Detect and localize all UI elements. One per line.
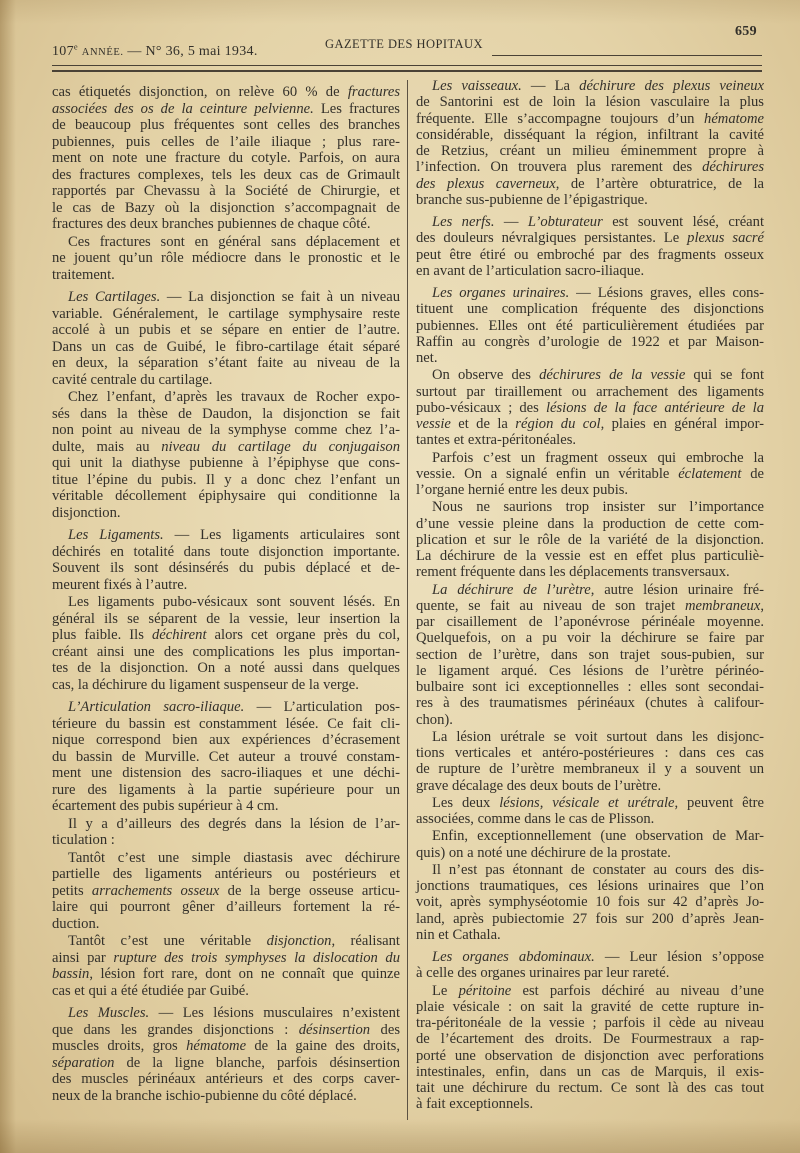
text-line: de Santorini est de loin la lésion vasculaire la plus [416,94,764,111]
issue-info [52,41,258,60]
text-run: est souvent lésé, créant [602,214,764,230]
text-line: déchirés en totalité dans toute disjonction importante. [52,543,400,560]
text-line [52,1038,400,1055]
text-run: , lésion fort rare, dont on ne connaît que quinze [89,966,400,982]
text-line: l’organe hernié entre les deux pubis. [416,482,629,498]
text-run: de la berge osseuse articu- [219,882,400,899]
text-line [416,582,764,598]
text-line: res à des traumatismes périnéaux (chutes à califour- [416,695,764,712]
text-line: Les ligaments pubo-vésicaux sont souvent lésés. En [68,594,400,610]
left-column [52,84,400,1104]
text-line: laire qui pourront gêner d’ailleurs fortement la ré- [52,899,400,915]
italic-run: des plexus caverneux [416,175,556,192]
paragraph [52,699,400,815]
text-section [52,1005,400,1104]
text-run: On observe des [432,367,540,384]
text-line: surtout par tiraillement ou arrachement des ligaments [416,383,764,400]
text-line [416,983,764,999]
italic-run: Les Ligaments. [68,527,164,543]
text-line: Dans un cas de Guibé, le fibro-cartilage était séparé [52,338,400,355]
italic-run: associées des os de la ceinture pelvienne. [52,100,314,117]
text-line: Raffin au congrès d’urologie de 1922 et par Maison- [416,333,764,350]
text-line: chon). [416,711,453,728]
text-line: ticulation : [52,832,115,848]
text-line: Parfois c’est un fragment osseux qui embroche la [432,449,764,466]
italic-run: plexus sacré [687,230,764,247]
text-section [52,699,400,999]
text-line: bulbaire sont ici exceptionnelles : elles sont secondai- [416,679,764,695]
text-run: vessie. On a signalé enfin un véritable [416,465,679,482]
text-line: tes de la disjonction. On a noté aussi dans quelques [52,660,400,676]
text-run: qui se font [685,367,764,384]
text-line: cas et qui a été étudiée par Guibé. [52,982,249,999]
text-line [52,101,400,118]
italic-run: éclatement [678,465,742,482]
text-line: de Retzius, créant un milieu éminemment propre à [416,143,764,159]
text-line: pubiennes, puis celles de l’aile iliaque ; plus rare- [52,133,400,150]
text-section [52,84,400,283]
paragraph [52,933,400,999]
text-line: en avant de l’articulation sacro-iliaque. [416,262,645,279]
text-run: , peuvent être [674,794,764,811]
text-line: neux de la branche ischio-pubienne du côté déplacé. [52,1087,357,1104]
italic-run: déchirure des plexus veineux [579,78,764,94]
text-run: dulte, mais au [52,438,162,455]
text-line: écartement des pubis supérieur à 4 cm. [52,798,279,814]
text-line [52,1005,400,1022]
italic-run: lésions de la face antérieure de la [545,399,764,416]
text-section [52,289,400,521]
text-run: est parfois déchiré au niveau d’une [511,982,764,999]
text-run: de la ligne blanche, parfois désinsertion [114,1054,400,1071]
text-run: — La [521,78,580,94]
italic-run: lésions, vésicale et urétrale [499,794,675,811]
paragraph [52,816,400,849]
text-run: — Lésions graves, elles cons- [569,285,764,301]
text-line: traitement. [52,266,115,283]
text-line [52,933,400,950]
italic-run: niveau du cartilage du conjugaison [161,438,400,455]
text-line: du bassin de Murville. Cet auteur a trouvé constam- [52,748,400,765]
text-line [416,78,764,94]
text-line [52,699,400,716]
text-line: d’une vessie pleine dans la production de cette com- [416,515,764,532]
text-run: l’infection. On trouvera plus rarement des [416,159,703,176]
text-section [52,527,400,693]
italic-run: rupture des trois symphyses la dislocation du [113,949,401,966]
text-run: , de l’artère obturatrice, de la [555,175,764,192]
italic-run: péritoine [458,982,512,999]
text-line: land, après pubiectomie 27 fois sur 200 d’après Jean- [416,910,764,927]
italic-run: vessie [416,416,451,432]
text-run: plus faible. Ils [52,627,152,643]
text-run: , autre lésion urinaire fré- [590,581,764,598]
text-line [52,439,400,456]
text-line: général ils se séparent de la vessie, leur insertion la [52,610,400,627]
paragraph [52,84,400,233]
text-line: véritable décollement épiphysaire qui conditionne la [52,488,400,504]
italic-run: déchirent [151,627,207,643]
text-line: La déchirure de la vessie est en effet plus particuliè- [416,548,764,564]
text-line: grave décalage des deux bouts de l’urètre. [416,777,662,794]
text-line: Ces fractures sont en général sans déplacement et [68,233,400,250]
italic-run: bassin [52,966,90,982]
italic-run: déchirures de la vessie [539,367,686,384]
paragraph [52,234,400,284]
text-line: térieure du bassin est constamment lésée. Ce fait cli- [52,715,400,732]
text-line: tituent une complication fréquente des disjonctions [416,301,764,318]
text-line: à fait exceptionnels. [416,1096,534,1113]
italic-run: hématome [186,1038,247,1054]
paragraph [416,949,764,982]
text-line: Souvent ils sont désinsérés du pubis déplacé et de- [52,560,400,576]
italic-run: Les organes abdominaux. [432,949,595,965]
text-run: , réalisant [331,933,400,949]
text-section [416,78,764,208]
text-line: accolé à un pubis et se sépare en entier de l’autre. [52,322,400,338]
text-line [416,230,764,246]
text-line: Chez l’enfant, d’après les travaux de Rocher expo- [68,389,400,405]
text-line [52,84,400,101]
text-line: à celle des organes urinaires par leur rareté. [416,965,670,982]
paragraph [416,862,764,943]
text-line: tait une déchirure du rectum. Ce sont là des cas tout [416,1080,764,1096]
text-run: de la gaine des droits, [246,1038,400,1054]
text-run: , plaies en général impor- [600,416,764,432]
text-line [416,367,764,383]
text-line: fractures des deux branches pubiennes de chaque côté. [52,216,371,232]
text-section [416,285,764,943]
text-line: Nous ne saurions trop insister sur l’importance [432,499,764,516]
paragraph [416,450,764,499]
text-line: considérable, disséquant la région, infiltrant la cavité [416,126,764,143]
text-line [416,466,764,482]
text-line: Il y a d’ailleurs des degrés dans la lésion de l’ar- [68,815,400,832]
text-line: par cisaillement de l’aponévrose périnéale moyenne. [416,614,764,630]
text-run: muscles droits, gros [52,1038,187,1054]
text-run: — L’articulation pos- [244,699,400,715]
issue-details: — N° 36, 5 mai 1934. [127,44,258,59]
text-line [52,1022,400,1039]
text-line: Enfin, exceptionnellement (une observation de Mar- [432,828,764,845]
text-run: — Les lésions musculaires n’existent [149,1005,400,1021]
text-line: Tantôt c’est une simple diastasis avec déchirure [68,849,400,866]
text-line [416,598,764,614]
header-rule-thin [52,65,762,66]
text-run: Les fractures [313,100,400,117]
text-line [52,950,400,967]
text-line: Il n’est pas étonnant de constater au cours des dis- [432,861,764,878]
text-line [52,289,400,306]
text-line [416,214,764,230]
text-line: La lésion urétrale se voit surtout dans les disjonc- [432,728,764,745]
text-line: rure des ligaments à la partie supérieure pour un [52,781,400,798]
italic-run: désinsertion [298,1021,371,1038]
text-line: nin et Cathala. [416,926,501,943]
text-line: porté une observation de disjonction avec perforations [416,1047,764,1064]
text-line: voit, après symphyséotomie 10 fois sur 42 d’après Jo- [416,894,764,911]
text-run: cas étiquetés disjonction, on relève 60 % de [52,84,348,100]
text-line: section de l’urètre, dans son trajet sous-pubien, sur [416,646,764,663]
text-run: — Leur lésion s’oppose [594,949,764,965]
year-label: ANNÉE. [81,47,124,58]
italic-run: région du col [515,416,601,432]
paragraph [416,795,764,828]
text-line: de beaucoup plus fréquentes sont celles des branches [52,117,400,133]
journal-title: GAZETTE DES HOPITAUX [325,37,483,51]
text-line: peut être étiré ou embroché par des fragments osseux [416,246,764,263]
text-run: Le [432,982,459,999]
text-line: des fractures complexes, tels les deux cas de Grimault [52,166,400,183]
text-line: disjonction. [52,504,121,521]
text-line [416,285,764,301]
text-run: Les deux [432,794,500,811]
italic-run: membraneux [684,597,761,614]
italic-run: Les organes urinaires. [432,285,570,301]
italic-run: Les Cartilages. [68,289,161,305]
text-line [416,111,764,127]
text-line: variable. Généralement, le cartilage symphysaire reste [52,305,400,322]
text-line: jonctions traumatiques, ces lésions urinaires que l’on [416,878,764,894]
text-run: des douleurs névralgiques persistantes. Le [416,230,688,247]
italic-run: hématome [704,110,764,127]
text-line: intestinales, enfin, dans un cas de Marquis, il exis- [416,1063,764,1080]
text-line [416,949,764,965]
text-line: partielle des ligaments antérieurs ou postérieurs et [52,866,400,882]
paragraph [416,983,764,1113]
text-line [52,1055,400,1072]
italic-run: arrachements osseux [91,882,220,899]
paragraph [52,594,400,693]
text-line: quis) on a noté une déchirure de la prostate. [416,844,671,861]
text-line: nique correspond bien aux expériences d’écrasement [52,732,400,748]
text-line: meurent fixés à l’autre. [52,576,188,593]
text-line [416,400,764,416]
text-line: le cas de Bazy où la disjonction s’accompagnait de [52,199,400,216]
text-line: duction. [52,915,100,932]
paragraph [416,214,764,279]
text-line: créant ainsi une des complications les plus importan- [52,643,400,660]
header-rule-thick [52,70,762,72]
text-run: — Les ligaments articulaires sont [163,527,400,543]
text-line: rement fréquente dans les déplacements transversaux. [416,564,730,581]
text-line [52,966,400,983]
text-line: ment on note une fracture du cotyle. Parfois, on aura [52,150,400,166]
text-line [416,159,764,175]
text-line: cavité centrale du cartilage. [52,371,213,388]
text-line: tra-péritonéale de la vessie ; parfois il cède au niveau [416,1015,764,1031]
text-run: des [370,1021,400,1038]
text-run: petits [52,882,92,899]
text-line: cas, la déchirure du ligament suspenseur de la verge. [52,676,359,693]
text-line: rapportés par Chevassu à la Société de Chirurgie, et [52,183,400,199]
italic-run: Les nerfs. [432,214,495,230]
text-run: — [494,214,528,230]
text-line [416,795,764,811]
text-run: — La disjonction se fait à un niveau [160,289,400,305]
text-run: et de la [450,416,516,432]
text-line [416,416,764,432]
volume-ordinal: e [73,41,78,52]
paragraph [52,850,400,933]
text-run: alors cet organe près du col, [206,627,400,643]
text-line: tions verticales et antéro-postérieures : dans ces cas [416,745,764,761]
paragraph [416,828,764,861]
text-line: de rupture de l’urètre membraneux il y a souvent un [416,761,764,778]
text-line: des muscles périnéaux antérieurs et des corps caver- [52,1071,400,1087]
text-line: plaie vésicale : on sait la gravité de cette rupture in- [416,998,764,1015]
text-line [52,527,400,544]
text-line: en deux, la séparation s’étant faite au niveau de la [52,355,400,371]
italic-run: L’obturateur [527,214,603,230]
header-rule-right [492,55,762,56]
paragraph [416,582,764,728]
text-run: que dans les grandes disjonctions : [52,1021,299,1038]
paragraph [416,78,764,208]
italic-run: L’Articulation sacro-iliaque. [68,699,245,715]
paragraph [416,367,764,448]
paragraph [52,389,400,521]
text-line: non point au niveau de la symphyse comme chez l’a- [52,422,400,438]
text-line: net. [416,350,438,366]
paragraph [52,1005,400,1104]
text-line: ne jouent qu’un rôle médiocre dans le pronostic et le [52,250,400,266]
text-line: associées, comme dans le cas de Plisson. [416,811,655,827]
text-line [52,627,400,644]
text-run: de [741,465,764,482]
text-line: de l’écartement des droits. De Fourmestraux a rap- [416,1031,764,1048]
text-line [416,176,764,192]
text-line: pubiennes. Elles ont été particulièrement étudiées par [416,317,764,334]
italic-run: déchirures [702,159,764,176]
text-run: fréquente. Elle s’accompagne toujours d’un [416,110,705,127]
text-line: plication et sur le rôle de la variété de la disjonction. [416,531,764,548]
text-line: tantes et extra-péritonéales. [416,432,577,449]
right-column [416,78,764,1113]
italic-run: disjonction [266,933,332,949]
paragraph [416,499,764,580]
italic-run: La déchirure de l’urètre [432,581,591,598]
text-line: qui unit la diathyse pubienne à l’épiphyse que cons- [52,455,400,471]
text-line: le ligament arqué. Ces lésions de l’urètre périnéo- [416,662,764,679]
italic-run: Les vaisseaux. [432,78,522,94]
italic-run: séparation [52,1054,115,1071]
text-line: branche sus-pubienne de l’épigastrique. [416,191,648,208]
text-line: Quelquefois, on a pu voir la déchirure se faire par [416,630,764,647]
text-run: Tantôt c’est une véritable [68,933,267,949]
paragraph [416,285,764,366]
text-line: sés dans la thèse de Daudon, la disjonction se fait [52,405,400,422]
text-run: , [760,597,764,614]
text-section [416,214,764,279]
paragraph [52,527,400,593]
text-line: ment une distension des sacro-iliaques et une déchi- [52,765,400,781]
column-divider [407,80,408,1120]
paragraph [52,289,400,388]
page-number: 659 [735,24,757,39]
text-run: quente, se fait au niveau de son trajet [416,597,685,614]
paragraph [416,729,764,794]
text-line: titue l’épine du pubis. Il y a donc chez l’enfant un [52,471,400,488]
italic-run: Les Muscles. [68,1005,150,1021]
italic-run: fractures [347,84,400,100]
text-run: pubo-vésicaux ; des [416,399,546,416]
volume-number: 107 [52,44,74,59]
text-run: ainsi par [52,949,114,966]
text-section [416,949,764,1113]
text-line [52,883,400,900]
